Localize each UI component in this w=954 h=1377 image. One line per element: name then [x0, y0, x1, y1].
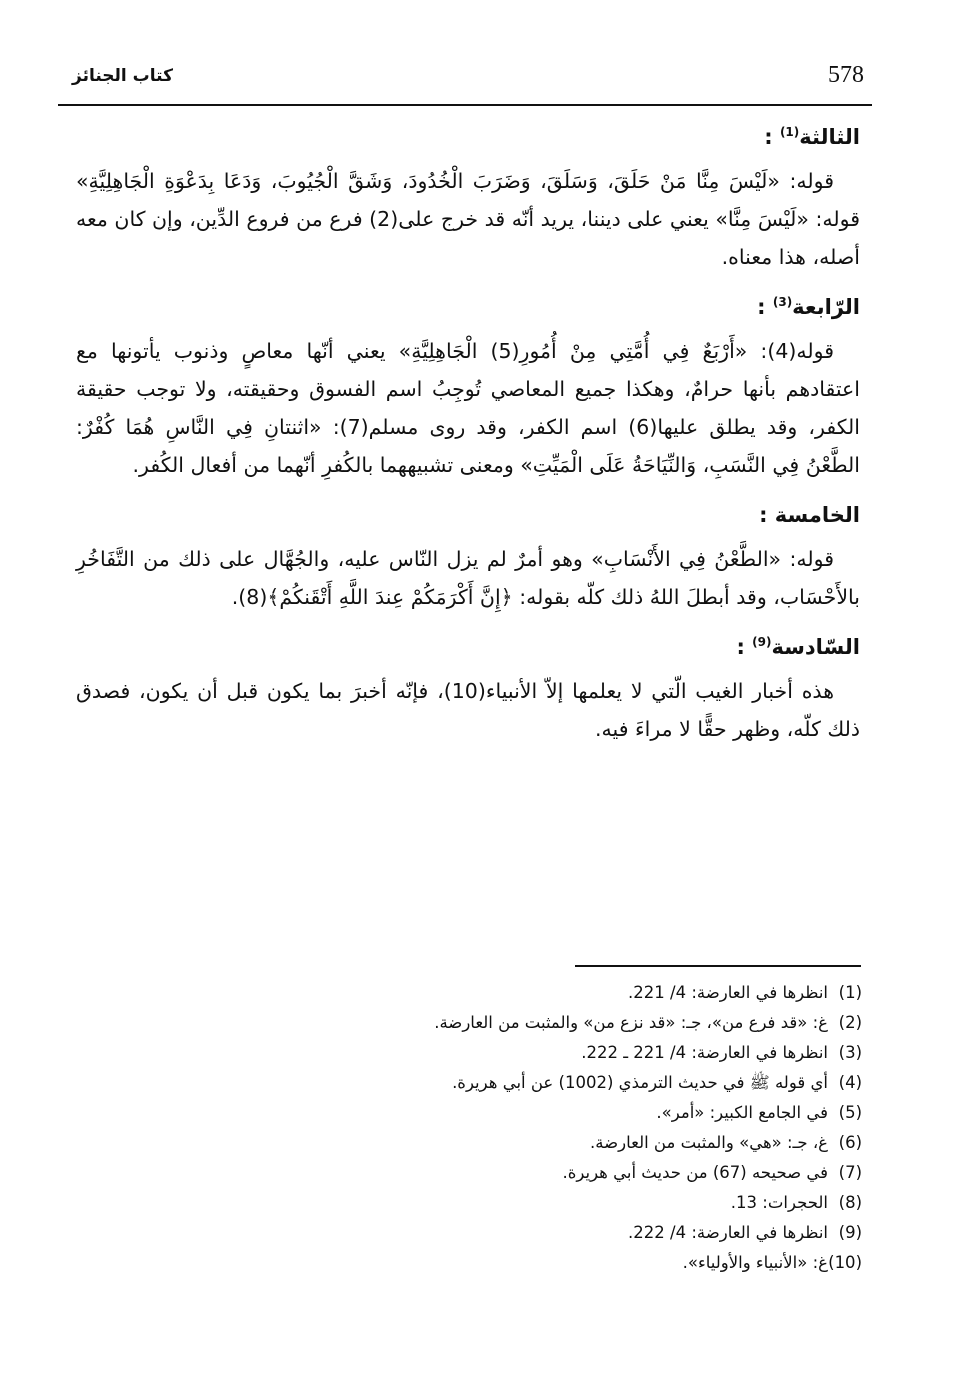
section-heading: الخامسة :	[759, 503, 860, 527]
footnote: (5) في الجامع الكبير: «أمر».	[656, 1103, 862, 1122]
main-text	[76, 118, 860, 760]
page-number: 578	[828, 62, 864, 88]
footnotes	[222, 978, 862, 1278]
section-fifth	[76, 496, 860, 616]
page-header	[60, 62, 870, 102]
section-third	[76, 118, 860, 276]
section-heading: الثالثة$^{(1)}$ :	[764, 125, 860, 149]
footnote: (8) الحجرات: 13.	[730, 1193, 862, 1212]
paragraph: قوله: «لَيْسَ مِنَّا مَنْ حَلَقَ، وَسَلَقَ، وَضَرَبَ الْخُدُودَ، وَشَقَّ الْجُيُوبَ، وَدَعَا بِدَعْوَةِ الْجَاهِلِيَّةِ» قوله: «لَيْسَ مِنَّا» يعني على ديننا، يريد أنّه قد خرج على(2) فرع من فروع الدِّين، وإن كان معه أصله، هذا معناه.	[76, 169, 861, 269]
section-sixth	[76, 628, 860, 748]
footnote: (1) انظرها في العارضة: 4/ 221.	[628, 983, 862, 1002]
section-heading: السّادسة$^{(9)}$ :	[736, 635, 860, 659]
footnote: (3) انظرها في العارضة: 4/ 221 ـ 222.	[581, 1043, 862, 1062]
paragraph: هذه أخبار الغيب الّتي لا يعلمها إلاّ الأنبياء(10)، فإنّه أخبرَ بما يكون قبل أن يكون، فصدق ذلك كلّه، وظهر حقًّا لا مراءَ فيه.	[76, 679, 860, 741]
paragraph: قوله: «الطَّعْنُ فِي الأَنْسَابِ» وهو أمرٌ لم يزل النّاس عليه، والجُهَّال على ذلك من التَّفَاخُرِ بالأَحْسَاب، وقد أبطلَ اللهُ ذلك كلّه بقوله: ﴿إِنَّ أَكْرَمَكُمْ عِندَ اللَّهِ أَتْقَنكُمْ﴾(8).	[76, 547, 860, 609]
section-fourth	[76, 288, 860, 484]
footnote: (2) غ: «قد فرع من»، جـ: «قد نزع من» والمثبت من العارضة.	[434, 1013, 862, 1032]
footnote: (6) غ، جـ: «هي» والمثبت من العارضة.	[590, 1133, 862, 1152]
footnote: (7) في صحيحه (67) من حديث أبي هريرة.	[562, 1163, 862, 1182]
footnote-divider	[575, 965, 861, 967]
section-heading: الرّابعة$^{(3)}$ :	[757, 295, 860, 319]
paragraph: قوله(4): «أَرْبَعٌ فِي أُمَّتِي مِنْ أُمُورِ(5) الْجَاهِلِيَّةِ» يعني أنّها معاصٍ وذنوب يأتونها مع اعتقادهم بأنها حرامٌ، وهكذا جميع المعاصي تُوجِبُ اسم الفسوق وحقيقته، ولا توجب حقيقة الكفر، وقد يطلق عليها(6) اسم الكفر، وقد روى مسلم(7): «اثنتانِ فِي النَّاسِ هُمَا كُفْرٌ: الطَّعْنُ فِي النَّسَبِ، وَالنِّيَاحَةُ عَلَى الْمَيِّتِ» ومعنى تشبيههما بالكُفرِ أنّهما من أفعال الكُفر.	[76, 339, 860, 477]
footnote: (9) انظرها في العارضة: 4/ 222.	[628, 1223, 862, 1242]
footnote: (4) أي قوله ﷺ في حديث الترمذي (1002) عن أبي هريرة.	[452, 1073, 862, 1092]
footnote: (10) غ: «الأنبياء والأولياء».	[682, 1253, 862, 1272]
running-head: كتاب الجنائز	[72, 66, 173, 86]
header-divider	[58, 104, 872, 106]
